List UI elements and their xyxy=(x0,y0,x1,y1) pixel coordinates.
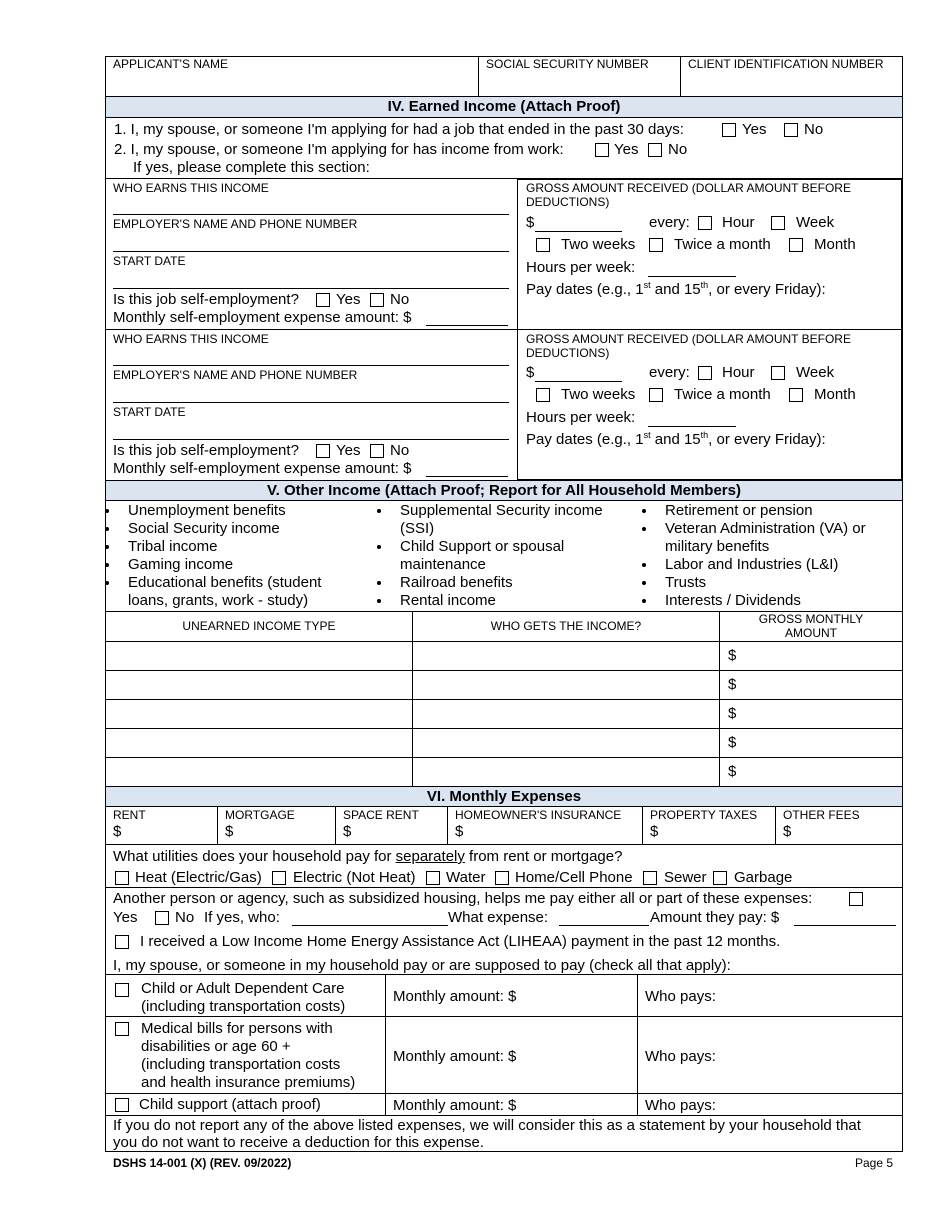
q1-yes-label: Yes xyxy=(742,121,767,138)
job1-self-emp-no-checkbox[interactable] xyxy=(370,293,384,307)
list-item: • Social Security income xyxy=(120,520,374,538)
job1-hours-per-week-label: Hours per week: xyxy=(526,259,636,276)
expenses-footer-note xyxy=(105,1115,903,1152)
table-row[interactable] xyxy=(105,757,413,787)
ssn-label: SOCIAL SECURITY NUMBER xyxy=(486,57,649,71)
job1-self-emp-yes-label: Yes xyxy=(336,291,361,308)
medical-label-2: disabilities or age 60 + xyxy=(141,1038,291,1055)
dollar-sign: $ xyxy=(728,676,737,693)
job1-month-label: Month xyxy=(814,236,856,253)
table-row[interactable] xyxy=(412,641,720,671)
section-iv-questions xyxy=(105,117,903,179)
child-support-checkbox[interactable] xyxy=(115,1098,129,1112)
job2-two-weeks-label: Two weeks xyxy=(561,386,636,403)
job2-hour-checkbox[interactable] xyxy=(698,366,712,380)
sewer-checkbox[interactable] xyxy=(643,871,657,885)
job1-self-emp-expense-line[interactable] xyxy=(426,325,508,326)
water-label: Water xyxy=(446,869,486,886)
q1-yes-checkbox[interactable] xyxy=(722,123,736,137)
list-item: • Interests / Dividends xyxy=(657,592,901,610)
table-row[interactable] xyxy=(412,757,720,787)
dependent-care-checkbox[interactable] xyxy=(115,983,129,997)
dollar-sign: $ xyxy=(455,823,464,840)
table-row[interactable] xyxy=(105,728,413,758)
garbage-checkbox[interactable] xyxy=(713,871,727,885)
list-item: • Veteran Administration (VA) or military benefits xyxy=(657,520,890,556)
agency-no-checkbox[interactable] xyxy=(155,911,169,925)
electric-checkbox[interactable] xyxy=(272,871,286,885)
dollar-sign: $ xyxy=(113,823,122,840)
child-support-who-pays[interactable] xyxy=(637,1093,903,1116)
property-taxes-field[interactable] xyxy=(642,806,776,845)
other-income-list xyxy=(105,500,903,612)
job1-employer-line[interactable] xyxy=(113,251,509,252)
table-row[interactable] xyxy=(412,699,720,729)
table-header-type-label: UNEARNED INCOME TYPE xyxy=(182,619,336,633)
job2-self-emp-yes-checkbox[interactable] xyxy=(316,444,330,458)
dollar-sign: $ xyxy=(225,823,234,840)
job2-twice-month-checkbox[interactable] xyxy=(649,388,663,402)
homeowners-insurance-label: HOMEOWNER'S INSURANCE xyxy=(455,808,622,822)
q2-no-checkbox[interactable] xyxy=(648,143,662,157)
ssn-field[interactable] xyxy=(478,56,681,97)
list-item: • Tribal income xyxy=(120,538,374,556)
medical-amount[interactable] xyxy=(385,1016,638,1094)
dollar-sign: $ xyxy=(650,823,659,840)
job2-start-date-line[interactable] xyxy=(113,439,509,440)
table-header-amount-label: GROSS MONTHLY AMOUNT xyxy=(758,612,864,640)
who-pays-label: Who pays: xyxy=(645,1097,716,1114)
amount-they-pay-line[interactable] xyxy=(794,925,896,926)
job2-twice-month-label: Twice a month xyxy=(674,386,771,403)
list-item: • Trusts xyxy=(657,574,901,592)
agency-no-label: No xyxy=(175,909,195,926)
job2-left xyxy=(105,329,518,481)
job1-twice-month-checkbox[interactable] xyxy=(649,238,663,252)
monthly-amount-label: Monthly amount: $ xyxy=(393,988,517,1005)
job2-who-earns-label: WHO EARNS THIS INCOME xyxy=(113,332,269,346)
medical-label-3: (including transportation costs xyxy=(141,1056,341,1073)
utilities-block xyxy=(105,844,903,888)
dependent-care-label-1: Child or Adult Dependent Care xyxy=(141,980,345,997)
job2-every-label: every: xyxy=(649,364,690,381)
dollar-sign: $ xyxy=(728,705,737,722)
table-row[interactable] xyxy=(412,728,720,758)
job1-who-earns-label: WHO EARNS THIS INCOME xyxy=(113,181,269,195)
garbage-label: Garbage xyxy=(734,869,793,886)
job2-hour-label: Hour xyxy=(722,364,755,381)
job1-two-weeks-label: Two weeks xyxy=(561,236,636,253)
other-fees-field[interactable] xyxy=(775,806,903,845)
who-line[interactable] xyxy=(292,925,448,926)
table-row[interactable] xyxy=(719,699,903,729)
dependent-care-label-2: (including transportation costs) xyxy=(141,998,346,1015)
heat-checkbox[interactable] xyxy=(115,871,129,885)
heat-label: Heat (Electric/Gas) xyxy=(135,869,262,886)
monthly-amount-label: Monthly amount: $ xyxy=(393,1097,517,1114)
job1-month-checkbox[interactable] xyxy=(789,238,803,252)
job1-gross-label: GROSS AMOUNT RECEIVED (DOLLAR AMOUNT BEFORE DEDUCTIONS) xyxy=(526,181,851,209)
job1-start-date-line[interactable] xyxy=(113,288,509,289)
job1-two-weeks-checkbox[interactable] xyxy=(536,238,550,252)
job2-two-weeks-checkbox[interactable] xyxy=(536,388,550,402)
assistance-block xyxy=(105,887,903,975)
form-id: DSHS 14-001 (X) (REV. 09/2022) xyxy=(113,1156,292,1170)
medical-bills-cell xyxy=(105,1016,386,1094)
job1-hour-checkbox[interactable] xyxy=(698,216,712,230)
sewer-label: Sewer xyxy=(664,869,707,886)
table-header-type xyxy=(105,611,413,642)
dollar-sign: $ xyxy=(728,734,737,751)
list-item: • Labor and Industries (L&I) xyxy=(657,556,901,574)
section-vi-header: VI. Monthly Expenses xyxy=(105,786,903,807)
job1-hours-line[interactable] xyxy=(648,276,736,277)
phone-checkbox[interactable] xyxy=(495,871,509,885)
property-taxes-label: PROPERTY TAXES xyxy=(650,808,758,822)
table-row[interactable] xyxy=(412,670,720,700)
list-item: • Child Support or spousal maintenance xyxy=(392,538,590,574)
list-item: • Unemployment benefits xyxy=(120,502,374,520)
space-rent-field[interactable] xyxy=(335,806,448,845)
agency-yes-label: Yes xyxy=(113,909,138,926)
job2-dollar: $ xyxy=(526,364,535,381)
job2-hours-line[interactable] xyxy=(648,426,736,427)
agency-yes-checkbox[interactable] xyxy=(849,892,863,906)
job1-every-label: every: xyxy=(649,214,690,231)
job1-dollar: $ xyxy=(526,214,535,231)
client-id-label: CLIENT IDENTIFICATION NUMBER xyxy=(688,57,884,71)
job2-month-checkbox[interactable] xyxy=(789,388,803,402)
job2-self-emp-expense-label: Monthly self-employment expense amount: $ xyxy=(113,460,412,477)
monthly-amount-label: Monthly amount: $ xyxy=(393,1048,517,1065)
job1-amount-line[interactable] xyxy=(535,231,622,232)
table-row[interactable] xyxy=(105,670,413,700)
job2-self-emp-no-checkbox[interactable] xyxy=(370,444,384,458)
if-yes-who-label: If yes, who: xyxy=(204,909,280,926)
income-list-col1 xyxy=(94,502,374,610)
water-checkbox[interactable] xyxy=(426,871,440,885)
job1-twice-month-label: Twice a month xyxy=(674,236,771,253)
mortgage-field[interactable] xyxy=(217,806,336,845)
electric-label: Electric (Not Heat) xyxy=(293,869,416,886)
job2-self-emp-yes-label: Yes xyxy=(336,442,361,459)
job2-week-label: Week xyxy=(796,364,835,381)
q2-note: If yes, please complete this section: xyxy=(133,159,370,176)
job1-self-emp-question: Is this job self-employment? xyxy=(113,291,299,308)
job1-who-earns-line[interactable] xyxy=(113,214,509,215)
utilities-question: What utilities does your household pay for separately from rent or mortgage? xyxy=(113,848,623,865)
who-pays-label: Who pays: xyxy=(645,1048,716,1065)
job2-start-date-label: START DATE xyxy=(113,405,186,419)
job2-pay-dates-label: Pay dates (e.g., 1st and 15th, or every Friday): xyxy=(526,430,826,448)
job1-right xyxy=(517,178,903,330)
medical-bills-checkbox[interactable] xyxy=(115,1022,129,1036)
income-list-col2 xyxy=(366,502,626,610)
check-all-label: I, my spouse, or someone in my household pay or are supposed to pay (check all that apply): xyxy=(113,957,731,974)
job1-pay-dates-label: Pay dates (e.g., 1st and 15th, or every Friday): xyxy=(526,280,826,298)
medical-label-4: and health insurance premiums) xyxy=(141,1074,356,1091)
child-support-label: Child support (attach proof) xyxy=(139,1096,321,1113)
job1-self-emp-expense-label: Monthly self-employment expense amount: $ xyxy=(113,309,412,326)
table-header-who-label: WHO GETS THE INCOME? xyxy=(490,619,642,633)
table-row[interactable] xyxy=(105,641,413,671)
job2-self-emp-expense-line[interactable] xyxy=(426,476,508,477)
job2-employer-label: EMPLOYER'S NAME AND PHONE NUMBER xyxy=(113,368,358,382)
footer-note-line-2: you do not want to receive a deduction for this expense. xyxy=(113,1134,485,1151)
list-item: • Rental income xyxy=(392,592,626,610)
child-support-amount[interactable] xyxy=(385,1093,638,1116)
job2-amount-line[interactable] xyxy=(535,381,622,382)
job2-month-label: Month xyxy=(814,386,856,403)
q1-no-label: No xyxy=(804,121,824,138)
job1-self-emp-no-label: No xyxy=(390,291,410,308)
client-id-field[interactable] xyxy=(680,56,903,97)
job2-who-earns-line[interactable] xyxy=(113,365,509,366)
medical-who-pays[interactable] xyxy=(637,1016,903,1094)
phone-label: Home/Cell Phone xyxy=(515,869,633,886)
table-row[interactable] xyxy=(719,641,903,671)
table-row[interactable] xyxy=(719,757,903,787)
job1-employer-label: EMPLOYER'S NAME AND PHONE NUMBER xyxy=(113,217,358,231)
q2-yes-label: Yes xyxy=(614,141,639,158)
section-iv-header: IV. Earned Income (Attach Proof) xyxy=(105,96,903,118)
q2-text: 2. I, my spouse, or someone I'm applying for has income from work: xyxy=(114,141,564,158)
agency-question: Another person or agency, such as subsidized housing, helps me pay either all or part of these expenses: xyxy=(113,890,813,907)
amount-they-pay-label: Amount they pay: $ xyxy=(650,909,780,926)
dependent-care-who-pays[interactable] xyxy=(637,974,903,1017)
dollar-sign: $ xyxy=(728,763,737,780)
job1-hour-label: Hour xyxy=(722,214,755,231)
job2-employer-line[interactable] xyxy=(113,402,509,403)
liheaa-checkbox[interactable] xyxy=(115,935,129,949)
dollar-sign: $ xyxy=(343,823,352,840)
footer-note-line-1: If you do not report any of the above listed expenses, we will consider this as a statement by your household that xyxy=(113,1117,861,1134)
homeowners-insurance-field[interactable] xyxy=(447,806,643,845)
other-fees-label: OTHER FEES xyxy=(783,808,860,822)
applicant-name-label: APPLICANT'S NAME xyxy=(113,57,228,71)
child-support-cell xyxy=(105,1093,386,1116)
q1-no-checkbox[interactable] xyxy=(784,123,798,137)
page-number: Page 5 xyxy=(855,1156,894,1170)
job2-self-emp-no-label: No xyxy=(390,442,410,459)
rent-field[interactable] xyxy=(105,806,218,845)
table-row[interactable] xyxy=(105,699,413,729)
table-header-amount xyxy=(719,611,903,642)
section-v-header: V. Other Income (Attach Proof; Report for All Household Members) xyxy=(105,480,903,501)
liheaa-label: I received a Low Income Home Energy Assistance Act (LIHEAA) payment in the past 12 months. xyxy=(140,933,781,950)
job2-gross-label: GROSS AMOUNT RECEIVED (DOLLAR AMOUNT BEFORE DEDUCTIONS) xyxy=(526,332,851,360)
job1-week-label: Week xyxy=(796,214,835,231)
q2-no-label: No xyxy=(668,141,688,158)
dependent-care-amount[interactable] xyxy=(385,974,638,1017)
list-item: • Educational benefits (student loans, grants, work - study) xyxy=(120,574,348,610)
medical-label-1: Medical bills for persons with xyxy=(141,1020,333,1037)
income-list-col3 xyxy=(631,502,901,610)
q2-yes-checkbox[interactable] xyxy=(595,143,609,157)
what-expense-label: What expense: xyxy=(448,909,549,926)
q1-text: 1. I, my spouse, or someone I'm applying for had a job that ended in the past 30 days: xyxy=(114,121,684,138)
list-item: • Gaming income xyxy=(120,556,374,574)
mortgage-label: MORTGAGE xyxy=(225,808,295,822)
job2-right xyxy=(517,329,903,481)
job2-hours-per-week-label: Hours per week: xyxy=(526,409,636,426)
list-item: • Supplemental Security income (SSI) xyxy=(392,502,615,538)
applicant-name-field[interactable] xyxy=(105,56,479,97)
what-expense-line[interactable] xyxy=(559,925,649,926)
job1-left xyxy=(105,178,518,330)
dollar-sign: $ xyxy=(728,647,737,664)
table-row[interactable] xyxy=(719,670,903,700)
list-item: • Railroad benefits xyxy=(392,574,626,592)
rent-label: RENT xyxy=(113,808,146,822)
job1-week-checkbox[interactable] xyxy=(771,216,785,230)
table-row[interactable] xyxy=(719,728,903,758)
table-header-who xyxy=(412,611,720,642)
space-rent-label: SPACE RENT xyxy=(343,808,419,822)
job1-self-emp-yes-checkbox[interactable] xyxy=(316,293,330,307)
list-item: • Retirement or pension xyxy=(657,502,901,520)
who-pays-label: Who pays: xyxy=(645,988,716,1005)
job2-week-checkbox[interactable] xyxy=(771,366,785,380)
job1-start-date-label: START DATE xyxy=(113,254,186,268)
dependent-care-cell xyxy=(105,974,386,1017)
job2-self-emp-question: Is this job self-employment? xyxy=(113,442,299,459)
dollar-sign: $ xyxy=(783,823,792,840)
